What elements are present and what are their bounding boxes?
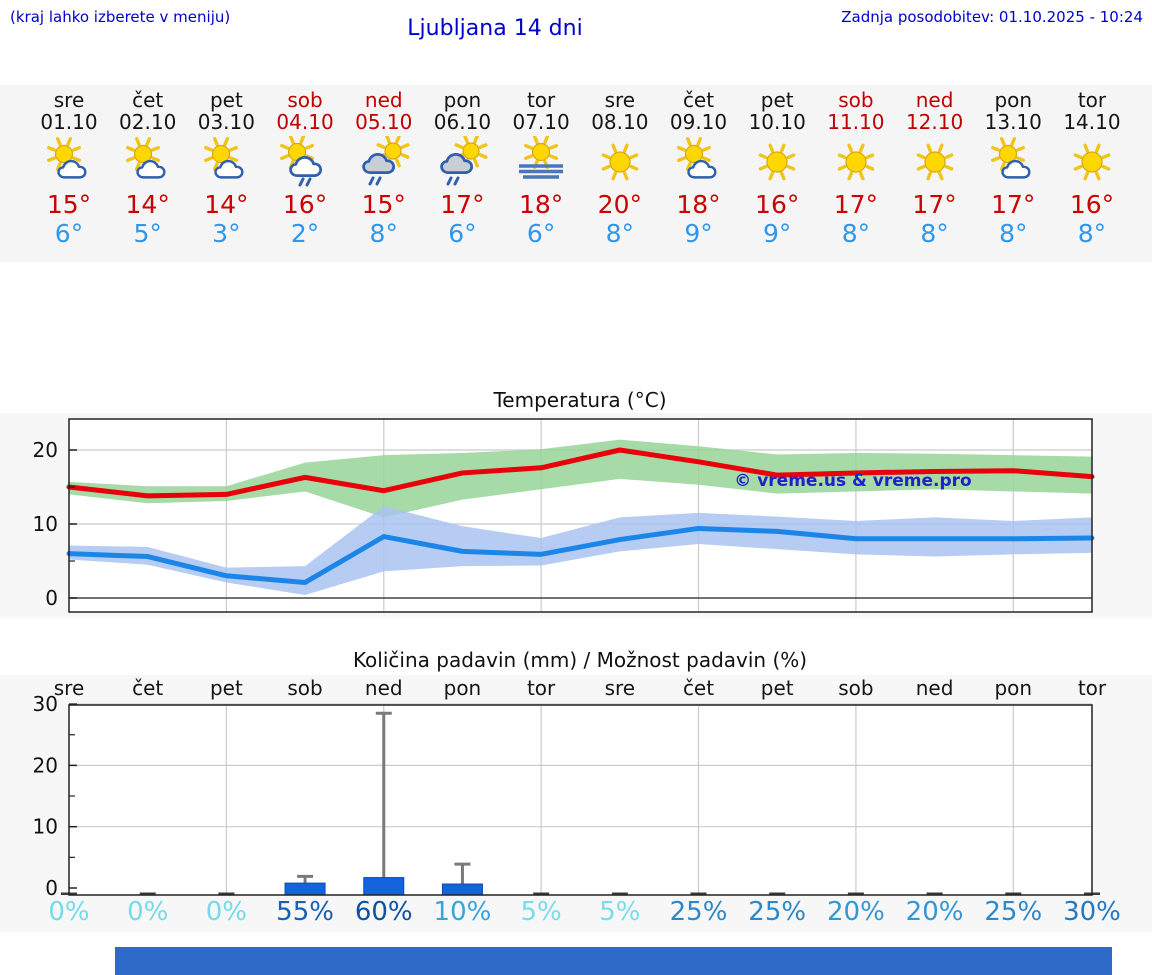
- day-max-temp: 20°: [597, 190, 642, 219]
- precip-probability: 0%: [127, 897, 169, 927]
- precip-probability: 0%: [48, 897, 90, 927]
- sun-fog-icon: [512, 136, 570, 188]
- day-max-temp: 18°: [676, 190, 721, 219]
- forecast-strip: [0, 85, 1152, 262]
- sun-icon: [748, 136, 806, 188]
- day-name: sob: [838, 88, 874, 112]
- forecast-day-12.10: [895, 89, 975, 248]
- day-name: čet: [132, 88, 164, 112]
- day-max-temp: 17°: [912, 190, 957, 219]
- day-name: tor: [526, 88, 556, 112]
- cloud-sun-rain-icon: [355, 136, 413, 188]
- day-date: 01.10: [40, 110, 98, 134]
- day-max-temp: 16°: [1069, 190, 1115, 219]
- sun-icon: [827, 136, 885, 188]
- day-min-temp: 8°: [841, 219, 871, 248]
- day-date: 04.10: [276, 110, 334, 134]
- day-date: 06.10: [433, 110, 492, 134]
- day-min-temp: 9°: [684, 219, 713, 248]
- day-max-temp: 15°: [361, 190, 406, 219]
- precip-probability: 25%: [748, 897, 807, 927]
- day-name: sob: [287, 88, 323, 112]
- day-min-temp: 8°: [369, 219, 398, 248]
- y-tick-label: 0: [45, 586, 58, 610]
- precip-probability: 5%: [599, 897, 641, 927]
- day-name: pon: [443, 88, 482, 112]
- precip-day-label: sob: [287, 676, 323, 700]
- temperature-chart: [0, 385, 1152, 640]
- precip-probability: 10%: [433, 897, 492, 927]
- sun-cloud-icon: [119, 136, 177, 188]
- day-name: ned: [364, 88, 403, 112]
- forecast-day-06.10: [422, 89, 502, 248]
- precip-day-label: čet: [682, 676, 715, 700]
- precip-probability: 20%: [905, 897, 964, 927]
- day-min-temp: 6°: [526, 219, 556, 248]
- precip-day-label: sre: [53, 676, 85, 700]
- forecast-day-13.10: [973, 89, 1053, 248]
- day-max-temp: 17°: [440, 190, 485, 219]
- forecast-day-11.10: [816, 89, 896, 248]
- precip-day-label: sob: [838, 676, 874, 700]
- day-name: tor: [1077, 88, 1107, 112]
- precip-bar: [364, 878, 404, 895]
- day-max-temp: 16°: [755, 190, 800, 219]
- precip-day-label: pon: [443, 676, 482, 700]
- forecast-day-08.10: [580, 89, 660, 248]
- day-date: 14.10: [1063, 110, 1121, 134]
- day-date: 09.10: [669, 110, 728, 134]
- precip-day-label: pet: [760, 676, 794, 700]
- sun-icon: [906, 136, 964, 188]
- forecast-day-03.10: [186, 89, 266, 248]
- day-min-temp: 6°: [54, 219, 84, 248]
- forecast-day-02.10: [108, 89, 188, 248]
- precip-probability: 20%: [826, 897, 885, 927]
- precip-day-label: tor: [526, 676, 556, 700]
- sun-cloud-rain-icon: [276, 136, 334, 188]
- day-min-temp: 6°: [448, 219, 477, 248]
- precip-day-label: čet: [132, 676, 164, 700]
- precip-probability: 60%: [354, 897, 413, 927]
- day-date: 03.10: [197, 110, 255, 134]
- precip-probability: 5%: [520, 897, 562, 927]
- day-min-temp: 8°: [920, 219, 949, 248]
- day-min-temp: 2°: [290, 219, 320, 248]
- precip-probability: 25%: [984, 897, 1043, 927]
- day-name: pet: [760, 88, 794, 112]
- temperature-chart-title: Temperatura (°C): [493, 388, 667, 412]
- forecast-day-07.10: [501, 89, 581, 248]
- day-name: pet: [209, 88, 243, 112]
- sun-icon: [1063, 136, 1121, 188]
- sun-cloud-icon: [197, 136, 255, 188]
- sun-icon: [591, 136, 649, 188]
- bottom-blue-bar: [115, 947, 1112, 975]
- watermark: © vreme.us & vreme.pro: [734, 471, 972, 491]
- forecast-day-05.10: [344, 89, 424, 248]
- forecast-day-14.10: [1052, 89, 1132, 248]
- day-max-temp: 14°: [125, 190, 170, 219]
- day-date: 07.10: [512, 110, 570, 134]
- precip-probability: 25%: [669, 897, 728, 927]
- sun-cloud-icon: [984, 136, 1042, 188]
- day-min-temp: 3°: [212, 219, 241, 248]
- precip-day-label: tor: [1077, 676, 1107, 700]
- precip-probability: 30%: [1063, 897, 1121, 927]
- day-date: 05.10: [355, 110, 413, 134]
- day-date: 13.10: [984, 110, 1042, 134]
- day-date: 12.10: [905, 110, 964, 134]
- y-tick-label: 0: [45, 876, 58, 900]
- day-max-temp: 17°: [991, 190, 1036, 219]
- day-max-temp: 17°: [833, 190, 879, 219]
- precipitation-chart-title: Količina padavin (mm) / Možnost padavin (%): [352, 648, 808, 672]
- location-note: (kraj lahko izberete v meniju): [10, 8, 231, 26]
- day-min-temp: 8°: [1077, 219, 1107, 248]
- precip-day-label: pon: [994, 676, 1033, 700]
- precip-probability: 0%: [205, 897, 247, 927]
- cloud-sun-rain-icon: [433, 136, 491, 188]
- precip-day-label: ned: [915, 676, 954, 700]
- precip-bar: [285, 883, 325, 895]
- y-tick-label: 10: [32, 814, 58, 839]
- precip-day-label: pet: [209, 676, 243, 700]
- day-min-temp: 5°: [133, 219, 162, 248]
- day-max-temp: 14°: [204, 190, 249, 219]
- day-min-temp: 8°: [605, 219, 635, 248]
- y-tick-label: 30: [32, 692, 58, 717]
- day-date: 08.10: [591, 110, 649, 134]
- forecast-day-09.10: [659, 89, 739, 248]
- day-name: pon: [994, 88, 1033, 112]
- day-date: 02.10: [119, 110, 177, 134]
- y-tick-label: 20: [32, 753, 58, 778]
- sun-cloud-icon: [40, 136, 98, 188]
- forecast-day-10.10: [737, 89, 817, 248]
- precip-probability: 55%: [276, 897, 334, 927]
- day-max-temp: 18°: [518, 190, 564, 219]
- page-title: Ljubljana 14 dni: [407, 16, 583, 41]
- day-name: čet: [682, 88, 715, 112]
- sun-cloud-icon: [670, 136, 728, 188]
- precip-day-label: ned: [364, 676, 403, 700]
- y-tick-label: 20: [32, 438, 58, 462]
- day-name: sre: [53, 88, 85, 112]
- precip-day-label: sre: [604, 676, 636, 700]
- day-max-temp: 16°: [282, 190, 328, 219]
- last-updated: Zadnja posodobitev: 01.10.2025 - 10:24: [841, 8, 1143, 26]
- y-tick-label: 10: [32, 512, 58, 536]
- day-name: sre: [604, 88, 636, 112]
- forecast-day-01.10: [29, 89, 109, 248]
- forecast-day-04.10: [265, 89, 345, 248]
- precip-bar: [442, 884, 482, 895]
- day-max-temp: 15°: [46, 190, 92, 219]
- day-min-temp: 9°: [763, 219, 792, 248]
- day-date: 10.10: [748, 110, 806, 134]
- day-min-temp: 8°: [999, 219, 1028, 248]
- day-name: ned: [915, 88, 954, 112]
- day-date: 11.10: [827, 110, 885, 134]
